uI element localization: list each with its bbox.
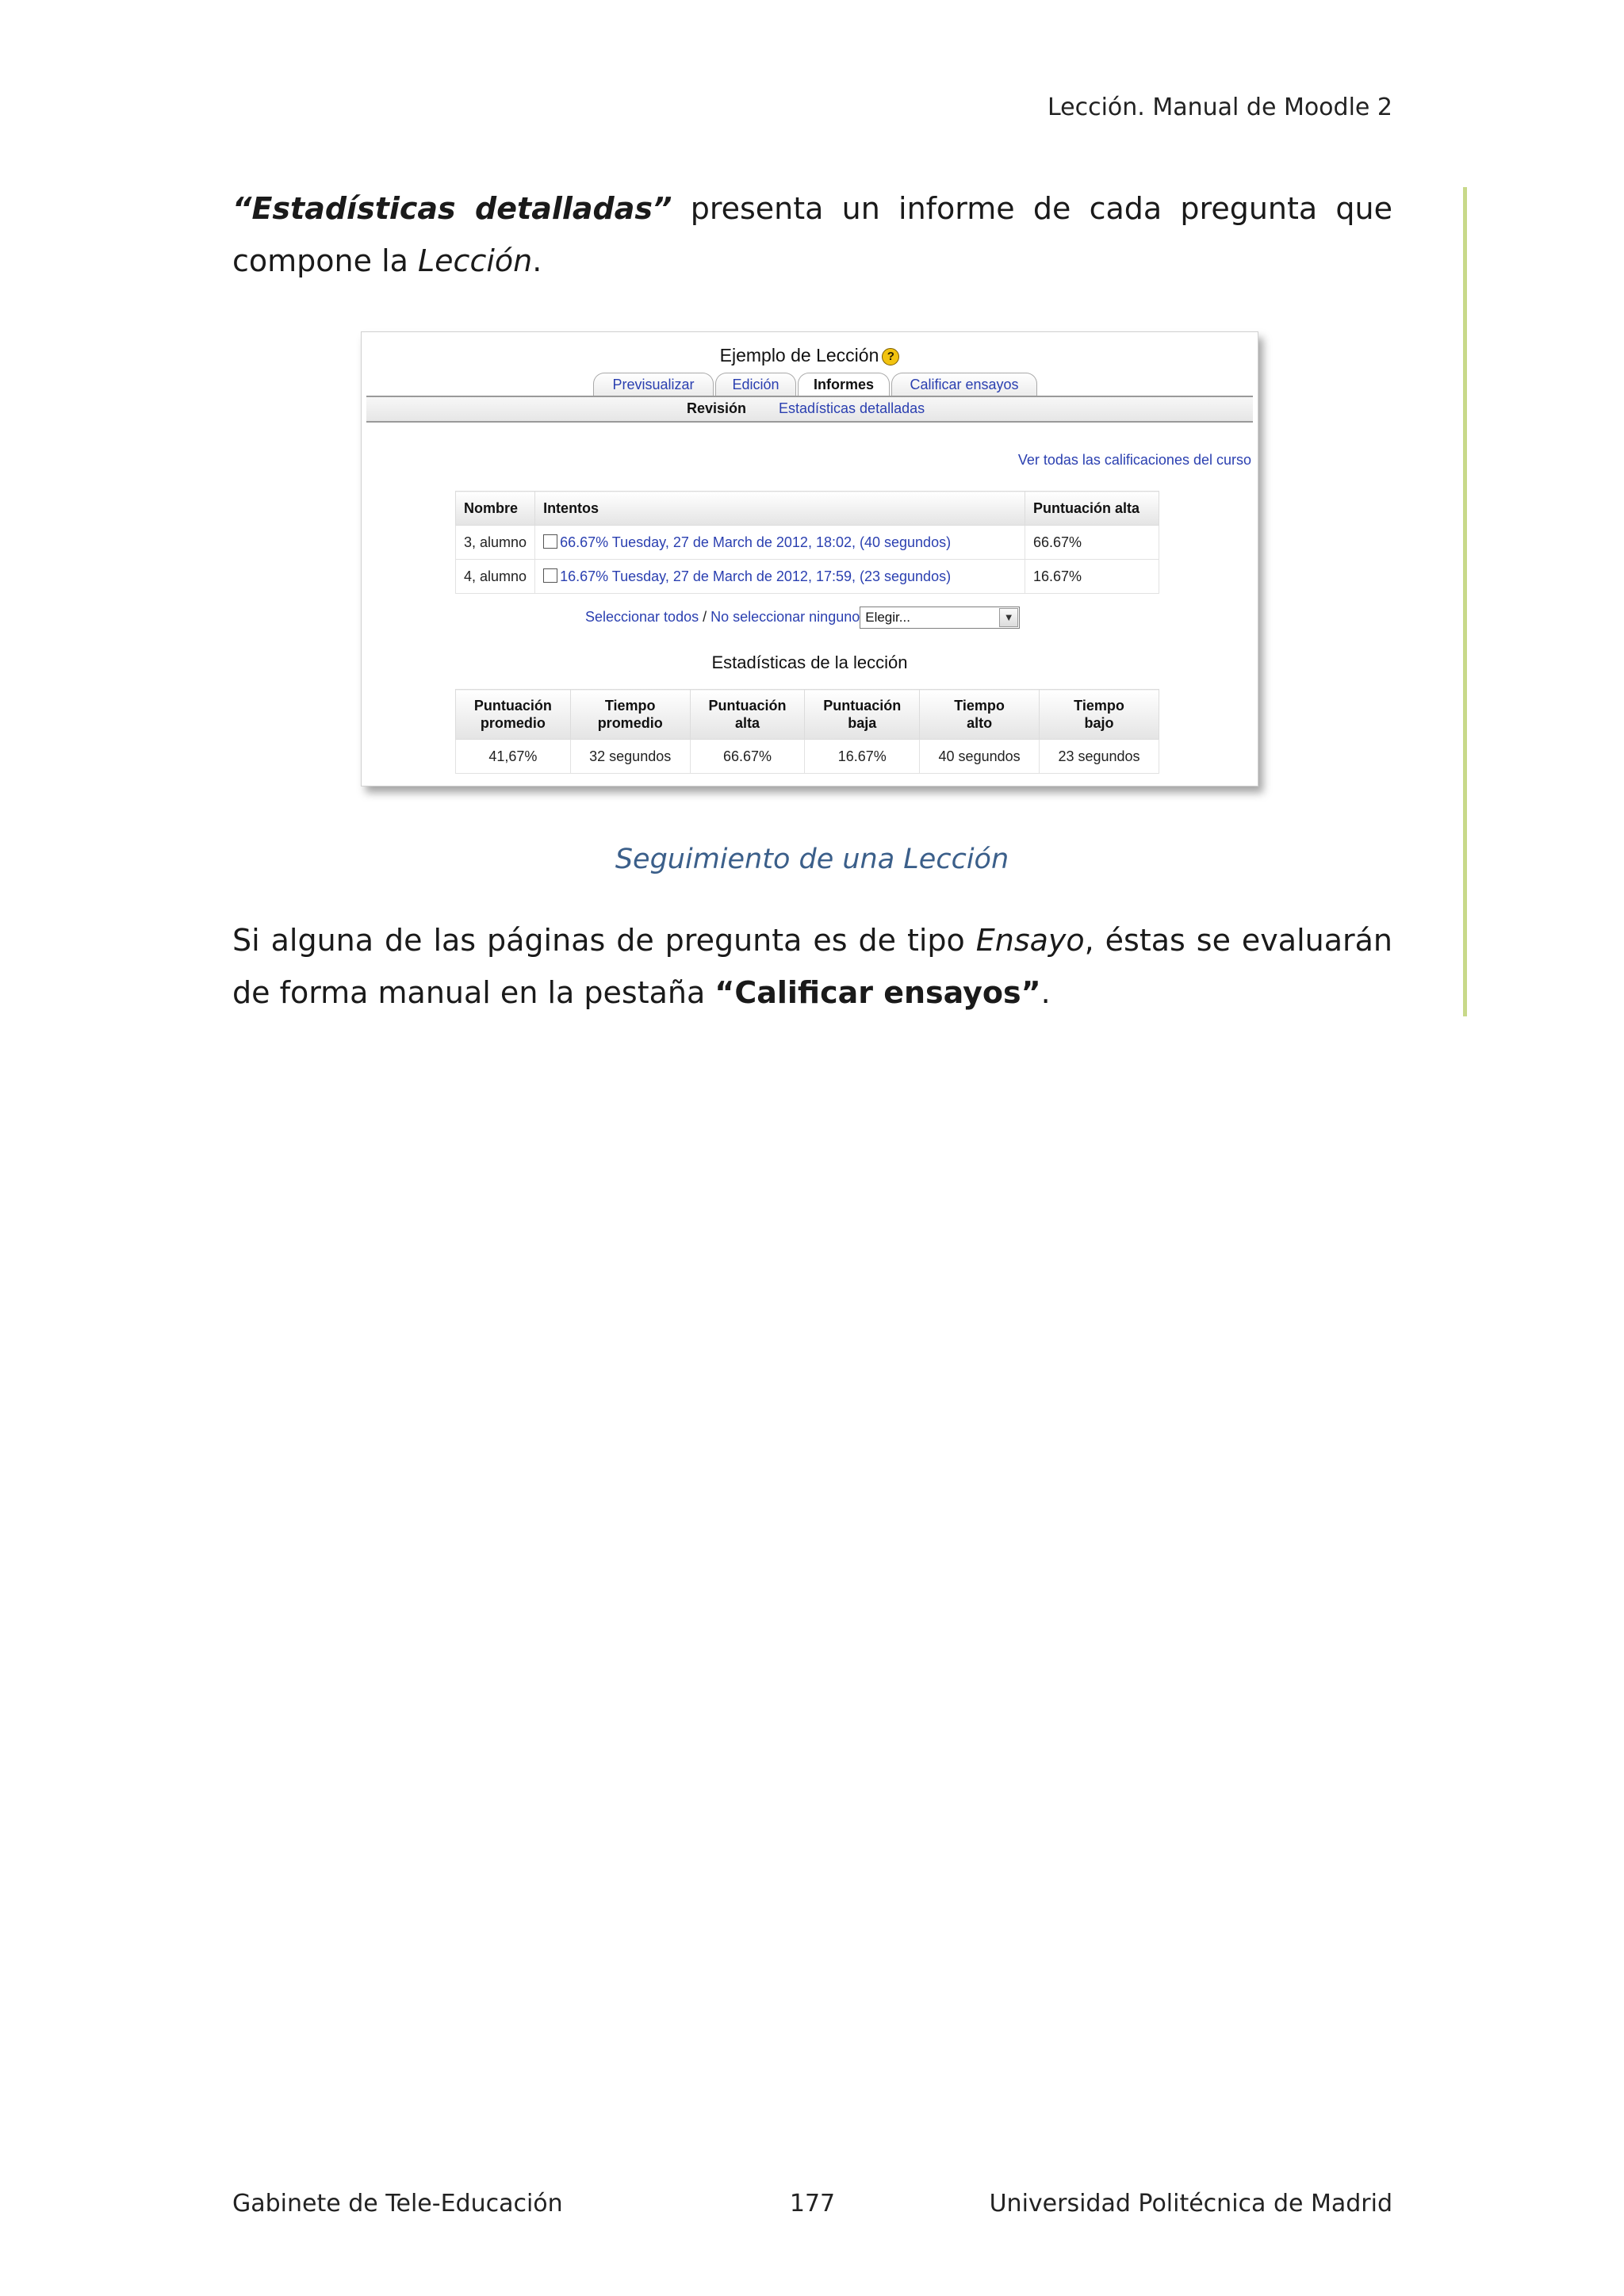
- sidebar-rule: [1463, 187, 1467, 1016]
- table-row: [456, 560, 1159, 594]
- stats-table: [455, 689, 1159, 774]
- tab-calificar-ensayos[interactable]: Calificar ensayos: [891, 373, 1037, 396]
- stat-tiempo-promedio: 32 segundos: [570, 740, 690, 774]
- selection-separator: /: [699, 608, 711, 625]
- intro-paragraph: [232, 182, 1392, 287]
- col-puntuacion-alta: Puntuación alta: [1025, 492, 1159, 526]
- footer-right: Universidad Politécnica de Madrid: [989, 2190, 1392, 2218]
- selection-controls: [585, 607, 1020, 629]
- intro-term: “Estadísticas detalladas”: [232, 191, 672, 226]
- attempts-header-row: [456, 492, 1159, 526]
- page-header: Lección. Manual de Moodle 2: [1047, 94, 1392, 121]
- stat-puntuacion-alta: 66.67%: [690, 740, 805, 774]
- action-select[interactable]: [860, 607, 1020, 629]
- essay-paragraph: [232, 914, 1392, 1019]
- select-none-link[interactable]: No seleccionar ninguno: [710, 608, 860, 625]
- high-score: 16.67%: [1025, 560, 1159, 594]
- attempt-checkbox[interactable]: [543, 534, 557, 549]
- attempts-table: [455, 491, 1159, 594]
- col-puntuacion-alta: Puntuación alta: [690, 690, 805, 740]
- col-tiempo-alto: Tiempo alto: [920, 690, 1040, 740]
- page-number: 177: [789, 2190, 836, 2218]
- attempt-link[interactable]: 16.67% Tuesday, 27 de March de 2012, 17:59, (23 segundos): [560, 568, 952, 584]
- high-score: 66.67%: [1025, 526, 1159, 560]
- tab-edicion[interactable]: Edición: [715, 373, 796, 396]
- chevron-down-icon[interactable]: ▼: [999, 608, 1018, 627]
- stat-tiempo-alto: 40 segundos: [920, 740, 1040, 774]
- col-tiempo-promedio: Tiempo promedio: [570, 690, 690, 740]
- view-all-grades-link[interactable]: Ver todas las calificaciones del curso: [1017, 452, 1251, 468]
- tab-informes[interactable]: Informes: [798, 373, 890, 396]
- figure-caption: Seguimiento de una Lección: [615, 844, 1009, 875]
- lesson-title-text: Ejemplo de Lección: [719, 345, 879, 365]
- table-row: [456, 740, 1159, 774]
- stats-title: Estadísticas de la lección: [711, 652, 908, 672]
- attempt-cell: [535, 560, 1025, 594]
- student-name: 4, alumno: [456, 560, 535, 594]
- intro-end: .: [532, 243, 542, 278]
- lesson-title: [362, 345, 1258, 366]
- action-select-value: Elegir...: [865, 610, 910, 625]
- attempt-checkbox[interactable]: [543, 568, 557, 583]
- tab-previsualizar[interactable]: Previsualizar: [593, 373, 714, 396]
- intro-text: presenta un informe de cada pregunta que compone la: [232, 191, 1392, 278]
- attempt-link[interactable]: 66.67% Tuesday, 27 de March de 2012, 18:02, (40 segundos): [560, 534, 952, 550]
- stat-tiempo-bajo: 23 segundos: [1040, 740, 1159, 774]
- stat-puntuacion-promedio: 41,67%: [456, 740, 571, 774]
- para2-b: , éstas se evaluarán de forma manual en la pestaña: [232, 923, 1392, 1010]
- table-row: [456, 526, 1159, 560]
- stats-header-row: [456, 690, 1159, 740]
- para2-ensayo: Ensayo: [975, 923, 1085, 958]
- col-nombre: Nombre: [456, 492, 535, 526]
- col-tiempo-bajo: Tiempo bajo: [1040, 690, 1159, 740]
- attempt-cell: [535, 526, 1025, 560]
- help-icon[interactable]: ?: [882, 348, 899, 365]
- para2-tab: “Calificar ensayos”: [714, 975, 1041, 1010]
- col-intentos: Intentos: [535, 492, 1025, 526]
- subtab-revision[interactable]: Revisión: [687, 400, 747, 416]
- select-all-link[interactable]: Seleccionar todos: [585, 608, 699, 625]
- stat-puntuacion-baja: 16.67%: [805, 740, 920, 774]
- col-puntuacion-baja: Puntuación baja: [805, 690, 920, 740]
- para2-a: Si alguna de las páginas de pregunta es de tipo: [232, 923, 976, 958]
- student-name: 3, alumno: [456, 526, 535, 560]
- para2-end: .: [1040, 975, 1051, 1010]
- lesson-report-screenshot: [361, 331, 1258, 786]
- col-puntuacion-promedio: Puntuación promedio: [456, 690, 571, 740]
- subtab-estadisticas-detalladas[interactable]: Estadísticas detalladas: [779, 400, 925, 416]
- footer-left: Gabinete de Tele-Educación: [232, 2190, 563, 2218]
- subtab-bar: [366, 397, 1253, 423]
- intro-lesson: Lección: [418, 243, 533, 278]
